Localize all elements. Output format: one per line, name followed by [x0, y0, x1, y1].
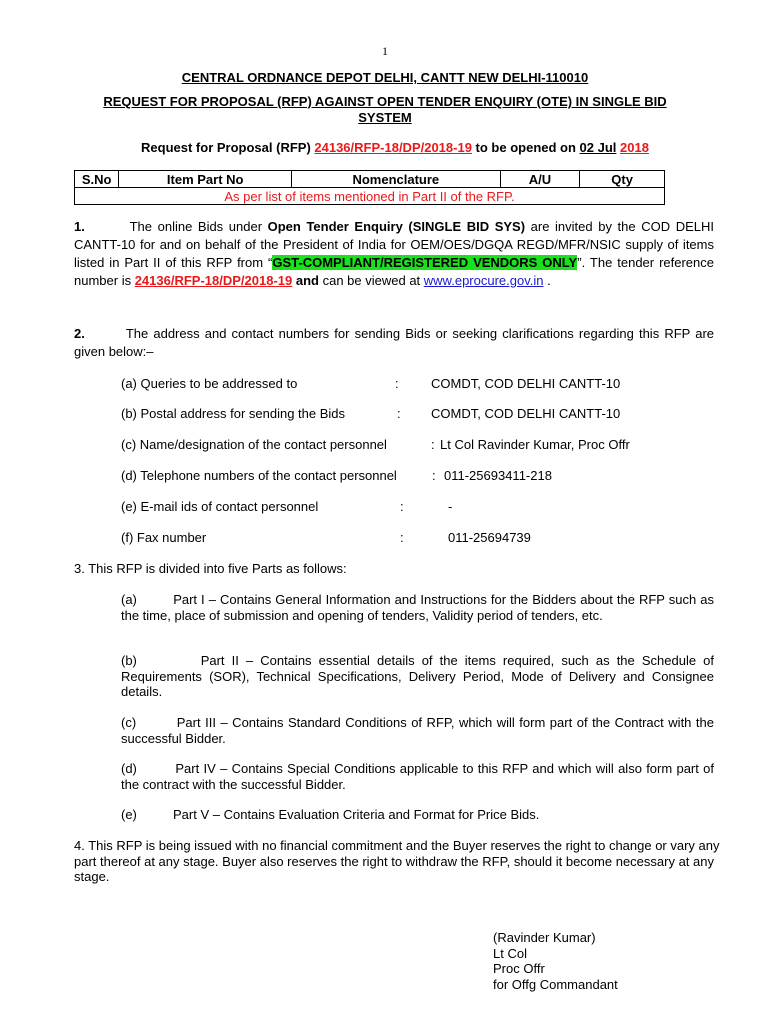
- col-qty: Qty: [580, 171, 665, 188]
- rfp-year: 2018: [620, 140, 649, 155]
- col-sno: S.No: [75, 171, 119, 188]
- contact-sep-d: :: [432, 468, 436, 483]
- part-d-letter: (d): [121, 761, 137, 776]
- para1-text-2: are invited by the COD DELHI CANTT-10 for and on behalf of the President of India for OEM/OES/DGQA REGD/MFR/NSIC supply of items listed in Part II of this RFP from “: [74, 219, 714, 270]
- header-line-3: SYSTEM: [358, 110, 412, 125]
- items-note: As per list of items mentioned in Part II of the RFP.: [75, 188, 665, 205]
- part-c-text: Part III – Contains Standard Conditions of RFP, which will form part of the Contract with the successful Bidder.: [121, 715, 714, 746]
- rfp-date: 02 Jul: [579, 140, 617, 155]
- part-e: [121, 807, 714, 823]
- para2-text: The address and contact numbers for sending Bids or seeking clarifications regarding this RFP are given below:–: [74, 326, 715, 359]
- contact-value-c: Lt Col Ravinder Kumar, Proc Offr: [440, 437, 630, 452]
- part-b-text: Part II – Contains essential details of the items required, such as the Schedule of Requirements (SOR), Technical Specifications, Delivery Period, Mode of Delivery and Consignee details.: [121, 653, 714, 699]
- paragraph-1: [74, 218, 714, 290]
- para1-text-6: .: [543, 273, 551, 288]
- rfp-line: [0, 140, 770, 155]
- col-nomenclature: Nomenclature: [291, 171, 500, 188]
- paragraph-4: 4. This RFP is being issued with no financial commitment and the Buyer reserves the right to change or vary any part thereof at any stage. Buyer also reserves the right to withdraw the RFP, should it become necessary at any stage.: [74, 838, 720, 884]
- table-header-row: [75, 171, 665, 188]
- part-c: [121, 715, 714, 746]
- eprocure-link[interactable]: www.eprocure.gov.in: [423, 273, 544, 288]
- part-b: [121, 653, 714, 700]
- signatory-for: for Offg Commandant: [493, 976, 618, 992]
- paragraph-2: [74, 325, 714, 361]
- signature-block: [493, 930, 618, 992]
- part-c-letter: (c): [121, 715, 137, 730]
- signatory-rank: Lt Col: [493, 945, 527, 961]
- para1-bold: Open Tender Enquiry (SINGLE BID SYS): [267, 219, 526, 234]
- contact-sep-f: :: [400, 530, 404, 545]
- header-line-2: REQUEST FOR PROPOSAL (RFP) AGAINST OPEN TENDER ENQUIRY (OTE) IN SINGLE BID: [103, 94, 667, 109]
- para1-number: 1.: [74, 219, 85, 234]
- contact-label-a: (a) Queries to be addressed to: [121, 376, 298, 391]
- rfp-number: 24136/RFP-18/DP/2018-19: [314, 140, 472, 155]
- part-e-text: Part V – Contains Evaluation Criteria and Format for Price Bids.: [173, 807, 540, 822]
- signatory-name: (Ravinder Kumar): [493, 930, 596, 945]
- vendor-highlight: GST-COMPLIANT/REGISTERED VENDORS ONLY: [272, 255, 578, 270]
- table-row: [75, 188, 665, 205]
- contact-value-d: 011-25693411-218: [444, 468, 552, 483]
- contact-value-b: COMDT, COD DELHI CANTT-10: [431, 406, 621, 421]
- col-au: A/U: [500, 171, 580, 188]
- rfp-mid: to be opened on: [471, 140, 580, 155]
- contact-sep-c: :: [431, 437, 435, 452]
- contact-label-e: (e) E-mail ids of contact personnel: [121, 499, 319, 514]
- page-number: 1: [382, 44, 388, 58]
- part-b-letter: (b): [121, 653, 137, 668]
- para2-number: 2.: [74, 326, 85, 341]
- part-d-text: Part IV – Contains Special Conditions applicable to this RFP and which will also form part of the contract with the successful Bidder.: [121, 761, 714, 792]
- para1-text-5: can be viewed at: [318, 273, 424, 288]
- rfp-prefix: Request for Proposal (RFP): [141, 140, 315, 155]
- part-d: [121, 761, 714, 792]
- contact-value-a: COMDT, COD DELHI CANTT-10: [431, 376, 621, 391]
- items-table: [74, 170, 665, 205]
- contact-sep-b: :: [397, 406, 401, 421]
- contact-label-f: (f) Fax number: [121, 530, 207, 545]
- para3-intro: 3. This RFP is divided into five Parts as follows:: [74, 561, 347, 576]
- part-a-letter: (a): [121, 592, 137, 607]
- contact-value-f: 011-25694739: [448, 530, 531, 545]
- col-item-part-no: Item Part No: [119, 171, 292, 188]
- part-a: [121, 592, 714, 623]
- contact-label-b: (b) Postal address for sending the Bids: [121, 406, 346, 421]
- para1-text-1: The online Bids under: [129, 219, 268, 234]
- para1-and: and: [292, 273, 319, 288]
- contact-value-e: -: [448, 499, 453, 514]
- contact-sep-e: :: [400, 499, 404, 514]
- part-a-text: Part I – Contains General Information and Instructions for the Bidders about the RFP such as the time, place of submission and opening of tenders, Validity period of tenders, etc.: [121, 592, 714, 623]
- para1-text-3: ”. The tender reference number is: [74, 255, 714, 288]
- header-line-1: CENTRAL ORDNANCE DEPOT DELHI, CANTT NEW DELHI-110010: [181, 70, 589, 85]
- contact-label-c: (c) Name/designation of the contact personnel: [121, 437, 387, 452]
- contact-label-d: (d) Telephone numbers of the contact personnel: [121, 468, 397, 483]
- signatory-appointment: Proc Offr: [493, 961, 545, 976]
- contact-sep-a: :: [395, 376, 399, 391]
- part-e-letter: (e): [121, 807, 137, 822]
- para1-ref: 24136/RFP-18/DP/2018-19: [134, 273, 293, 288]
